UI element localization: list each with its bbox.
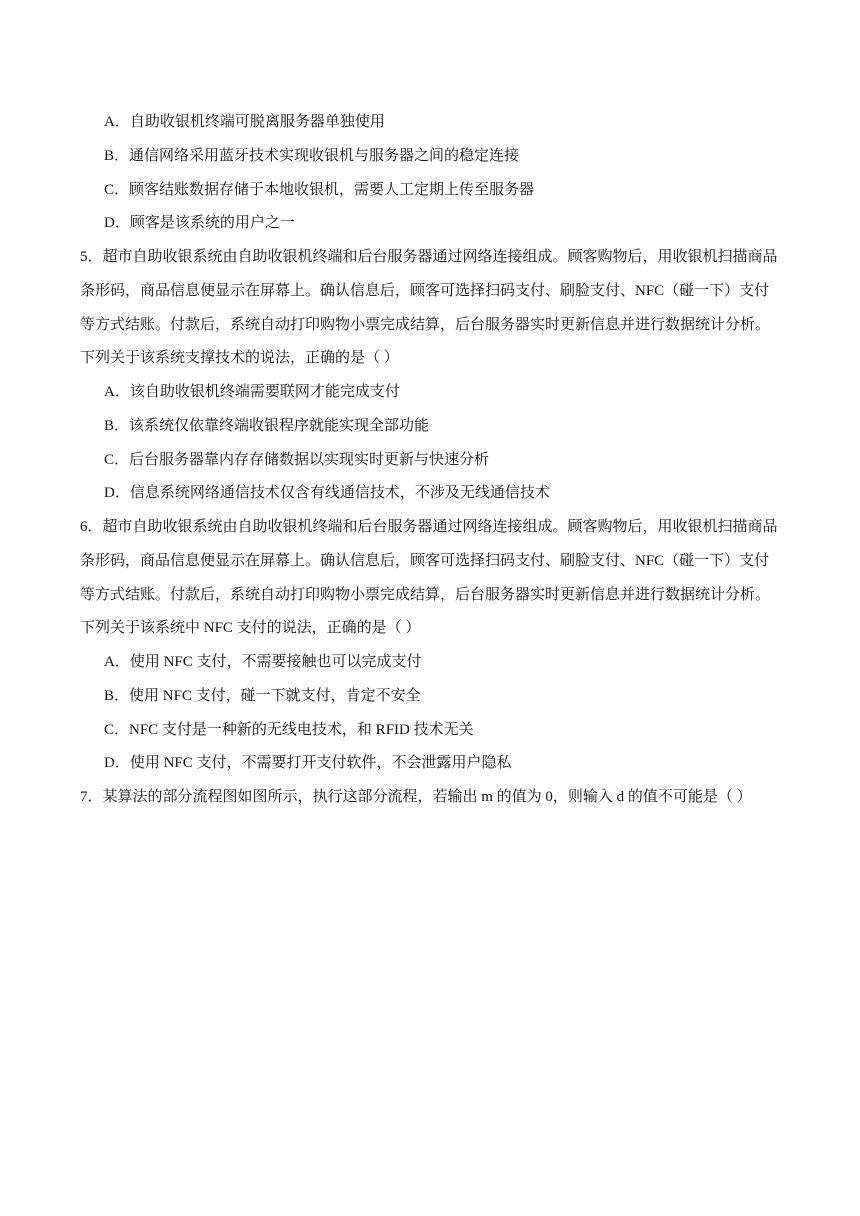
q6-option-c: C．NFC 支付是一种新的无线电技术，和 RFID 技术无关 (104, 722, 474, 738)
q4-option-b: B．通信网络采用蓝牙技术实现收银机与服务器之间的稳定连接 (104, 148, 520, 164)
q7-stem-line-1: 7．某算法的部分流程图如图所示，执行这部分流程，若输出 m 的值为 0，则输入 d 的值不可能是（ ） (80, 789, 752, 805)
q6-stem-line-4: 下列关于该系统中 NFC 支付的说法，正确的是（ ） (80, 620, 421, 636)
q6-stem-line-1: 6．超市自助收银系统由自助收银机终端和后台服务器通过网络连接组成。顾客购物后，用收银机扫描商品 (80, 519, 778, 535)
q6-option-a: A．使用 NFC 支付，不需要接触也可以完成支付 (104, 654, 422, 670)
q4-option-a: A．自助收银机终端可脱离服务器单独使用 (104, 114, 385, 130)
q6-option-d: D．使用 NFC 支付，不需要打开支付软件，不会泄露用户隐私 (104, 755, 512, 771)
q5-stem-line-4: 下列关于该系统支撑技术的说法，正确的是（ ） (80, 350, 399, 366)
q4-option-c: C．顾客结账数据存储于本地收银机，需要人工定期上传至服务器 (104, 182, 535, 198)
q5-stem-line-1: 5．超市自助收银系统由自助收银机终端和后台服务器通过网络连接组成。顾客购物后，用收银机扫描商品 (80, 249, 778, 265)
q5-option-a: A．该自助收银机终端需要联网才能完成支付 (104, 384, 400, 400)
q5-stem-line-2: 条形码，商品信息便显示在屏幕上。确认信息后，顾客可选择扫码支付、刷脸支付、NFC（碰一下）支付 (80, 283, 770, 299)
q5-option-c: C．后台服务器靠内存存储数据以实现实时更新与快速分析 (104, 452, 490, 468)
q6-option-b: B．使用 NFC 支付，碰一下就支付，肯定不安全 (104, 688, 421, 704)
q5-stem-line-3: 等方式结账。付款后，系统自动打印购物小票完成结算，后台服务器实时更新信息并进行数据统计分析。 (80, 317, 771, 333)
q4-option-d: D．顾客是该系统的用户之一 (104, 215, 295, 231)
q5-option-b: B．该系统仅依靠终端收银程序就能实现全部功能 (104, 418, 430, 434)
q6-stem-line-2: 条形码，商品信息便显示在屏幕上。确认信息后，顾客可选择扫码支付、刷脸支付、NFC（碰一下）支付 (80, 553, 770, 569)
q5-option-d: D．信息系统网络通信技术仅含有线通信技术，不涉及无线通信技术 (104, 485, 550, 501)
q6-stem-line-3: 等方式结账。付款后，系统自动打印购物小票完成结算，后台服务器实时更新信息并进行数据统计分析。 (80, 587, 771, 603)
